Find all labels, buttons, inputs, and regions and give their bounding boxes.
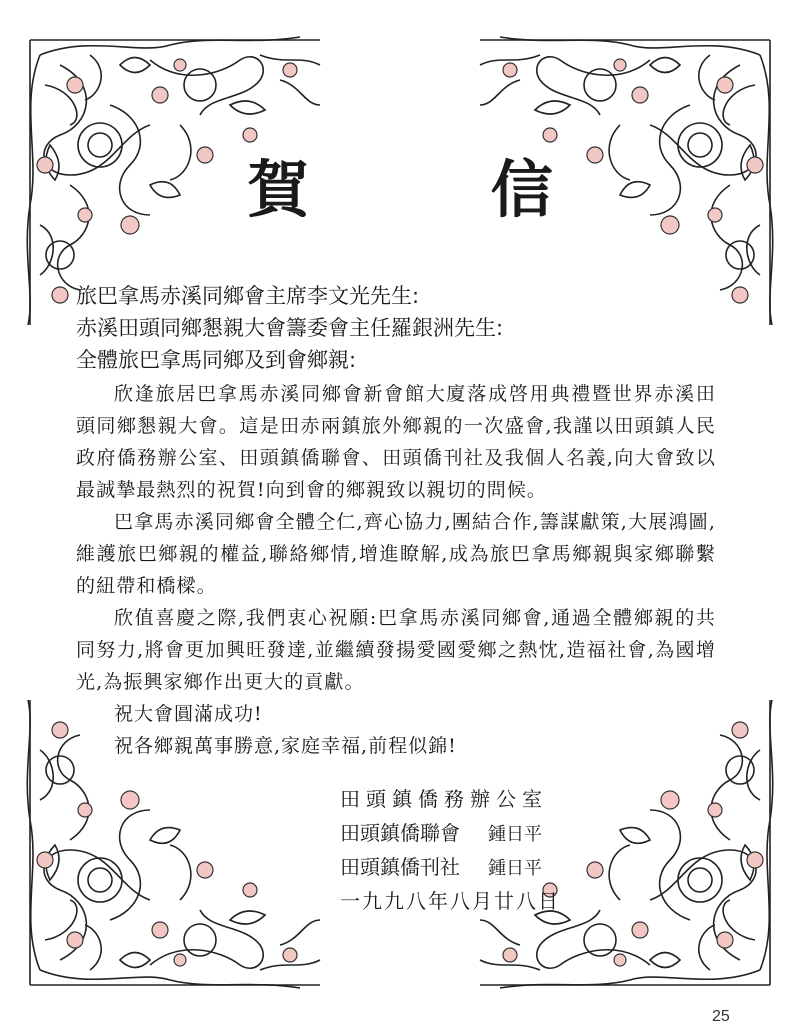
page-number: 25 [712, 1008, 730, 1025]
letter-date: 一九九八年八月廿八日 [340, 889, 560, 913]
salutation-line: 全體旅巴拿馬同鄉及到會鄉親: [76, 348, 357, 372]
body-paragraph: 欣值喜慶之際,我們衷心祝願:巴拿馬赤溪同鄉會,通過全體鄉親的共同努力,將會更加興旺發達,並繼續發揚愛國愛鄉之熱忱,造福社會,為國增光,為振興家鄉作出更大的貢獻。 [76, 607, 716, 693]
signatory-org: 田頭鎮僑聯會 [340, 821, 460, 845]
signatory-row [340, 850, 560, 884]
salutation-line: 旅巴拿馬赤溪同鄉會主席李文光先生: [76, 284, 420, 308]
signatory-row [340, 816, 560, 850]
signature-block [340, 782, 560, 918]
body-paragraph: 巴拿馬赤溪同鄉會全體仝仁,齊心協力,團結合作,籌謀獻策,大展鴻圖,維護旅巴鄉親的權益,聯絡鄉情,增進瞭解,成為旅巴拿馬鄉親與家鄉聯繫的紐帶和橋樑。 [76, 511, 716, 597]
signatory-org: 田頭鎮僑務辦公室 [340, 787, 548, 811]
salutation-block [76, 280, 503, 376]
signatory-person: 鍾日平 [488, 858, 542, 879]
wish-line: 祝各鄉親萬事勝意,家庭幸福,前程似錦! [114, 735, 457, 757]
wish-line: 祝大會圓滿成功! [114, 703, 263, 725]
salutation-line: 赤溪田頭同鄉懇親大會籌委會主任羅銀洲先生: [76, 316, 504, 340]
signatory-person: 鍾日平 [488, 824, 542, 845]
letter-title: 賀 信 [247, 153, 633, 226]
letter-body [76, 378, 716, 762]
signatory-org: 田頭鎮僑刊社 [340, 855, 460, 879]
body-paragraph: 欣逢旅居巴拿馬赤溪同鄉會新會館大廈落成啓用典禮暨世界赤溪田頭同鄉懇親大會。這是田赤兩鎮旅外鄉親的一次盛會,我謹以田頭鎮人民政府僑務辦公室、田頭鎮僑聯會、田頭僑刊社及我個人名義,向大會致以最誠摯最熱烈的祝賀!向到會的鄉親致以親切的問候。 [76, 383, 716, 501]
